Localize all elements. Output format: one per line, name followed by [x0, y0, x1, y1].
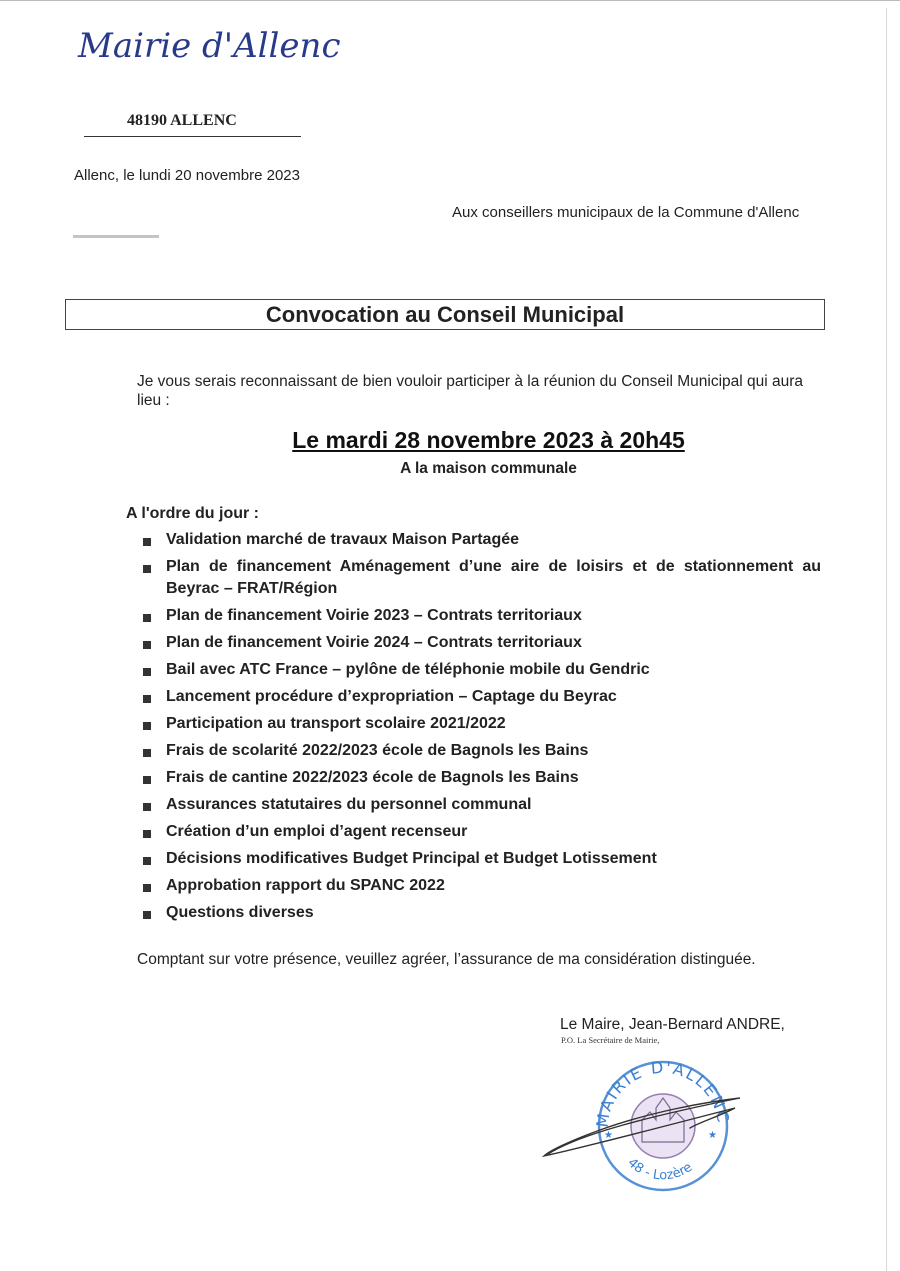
bullet-icon [143, 641, 151, 649]
star-icon: ★ [604, 1130, 613, 1141]
agenda-item: Plan de financement Aménagement d’une aire de loisirs et de stationnement au Beyrac – FRAT/Région [141, 556, 821, 600]
bullet-icon [143, 614, 151, 622]
page-right-edge [886, 8, 887, 1271]
agenda-item: Création d’un emploi d’agent recenseur [141, 821, 821, 843]
agenda-item: Assurances statutaires du personnel communal [141, 794, 821, 816]
closing-sentence: Comptant sur votre présence, veuillez agréer, l’assurance de ma considération distinguée. [137, 951, 756, 968]
agenda-item: Questions diverses [141, 902, 821, 924]
agenda-item: Approbation rapport du SPANC 2022 [141, 875, 821, 897]
date-line: Allenc, le lundi 20 novembre 2023 [74, 167, 300, 184]
stamp-bottom-text: 48 - Lozère [624, 1155, 696, 1184]
bullet-icon [143, 668, 151, 676]
bullet-icon [143, 884, 151, 892]
recipients: Aux conseillers municipaux de la Commune d'Allenc [452, 204, 800, 221]
meeting-place: A la maison communale [400, 460, 577, 477]
stamp-top-text: MAIRIE D'ALLENC [592, 1057, 734, 1129]
letterhead-postal: 48190 ALLENC [127, 112, 237, 129]
bullet-icon [143, 722, 151, 730]
bullet-icon [143, 911, 151, 919]
page-top-edge [0, 0, 900, 1]
agenda-item: Plan de financement Voirie 2023 – Contrats territoriaux [141, 605, 821, 627]
bullet-icon [143, 776, 151, 784]
title-box [65, 299, 825, 330]
bullet-icon [143, 538, 151, 546]
agenda-item: Décisions modificatives Budget Principal et Budget Lotissement [141, 848, 821, 870]
bullet-icon [143, 695, 151, 703]
bullet-icon [143, 565, 151, 573]
signatory-delegate: P.O. La Secrétaire de Mairie, [561, 1035, 660, 1045]
agenda-item: Bail avec ATC France – pylône de téléphonie mobile du Gendric [141, 659, 821, 681]
stamp-seal [593, 1058, 733, 1190]
bullet-icon [143, 857, 151, 865]
meeting-date: Le mardi 28 novembre 2023 à 20h45 [292, 427, 685, 453]
letterhead-rule [84, 136, 301, 137]
agenda-item: Plan de financement Voirie 2024 – Contrats territoriaux [141, 632, 821, 654]
bullet-icon [143, 803, 151, 811]
intro-paragraph: Je vous serais reconnaissant de bien vouloir participer à la réunion du Conseil Municipal qui aura lieu : [137, 373, 804, 409]
signatory: Le Maire, Jean-Bernard ANDRE, [560, 1016, 785, 1033]
agenda-list [141, 529, 821, 924]
agenda-item: Frais de scolarité 2022/2023 école de Bagnols les Bains [141, 740, 821, 762]
reference-mark [73, 235, 159, 238]
agenda-item: Validation marché de travaux Maison Partagée [141, 529, 821, 551]
agenda-heading: A l'ordre du jour : [126, 505, 259, 522]
letterhead-logo: Mairie d'Allenc [78, 26, 341, 66]
agenda-item: Participation au transport scolaire 2021/2022 [141, 713, 821, 735]
agenda-item: Lancement procédure d’expropriation – Captage du Beyrac [141, 686, 821, 708]
star-icon: ★ [708, 1130, 717, 1141]
bullet-icon [143, 749, 151, 757]
document-title: Convocation au Conseil Municipal [265, 301, 625, 327]
agenda-item: Frais de cantine 2022/2023 école de Bagnols les Bains [141, 767, 821, 789]
bullet-icon [143, 830, 151, 838]
mairie-stamp [530, 1050, 790, 1200]
